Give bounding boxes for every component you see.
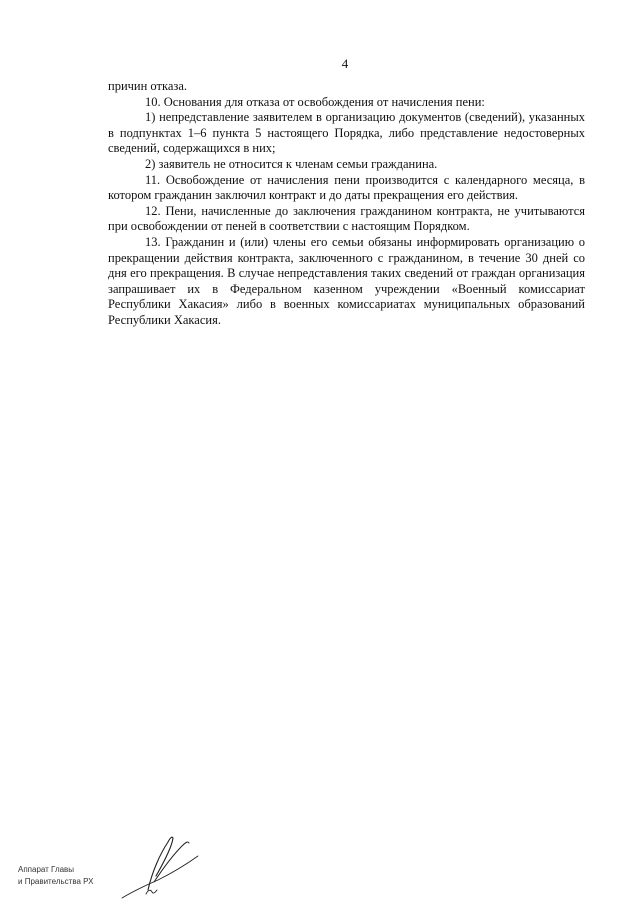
handwritten-signature [118,832,200,900]
stamp-line-2: и Правительства РХ [18,877,94,886]
paragraph-10-item-2: 2) заявитель не относится к членам семьи гражданина. [145,156,438,171]
page-number: 4 [341,56,349,71]
paragraph-11: 11. Освобождение от начисления пени производится с календарного месяца, в котором гражданин заключил контракт и до даты прекращения его действия. [108,172,585,203]
paragraph-12: 12. Пени, начисленные до заключения гражданином контракта, не учитываются при освобождении от пеней в соответствии с настоящим Порядком. [108,203,585,234]
stamp-line-1: Аппарат Главы [18,865,75,874]
paragraph-10: 10. Основания для отказа от освобождения от начисления пени: [145,94,485,109]
office-stamp [18,864,93,888]
document-body [108,79,585,329]
paragraph-13: 13. Гражданин и (или) члены его семьи обязаны информировать организацию о прекращении действия контракта, заключенного с гражданином, в течение 30 дней со дня его прекращения. В случае непредставления таких сведений от граждан организация запрашивает их в Федеральном казенном учреждении «Военный комиссариат Республики Хакасия» либо в военных комиссариатах муниципальных образований Республики Хакасия. [108,234,585,327]
paragraph-continuation: причин отказа. [108,79,188,93]
paragraph-10-item-1: 1) непредставление заявителем в организацию документов (сведений), указанных в подпунктах 1–6 пункта 5 настоящего Порядка, либо представление недостоверных сведений, содержащихся в них; [108,110,585,156]
